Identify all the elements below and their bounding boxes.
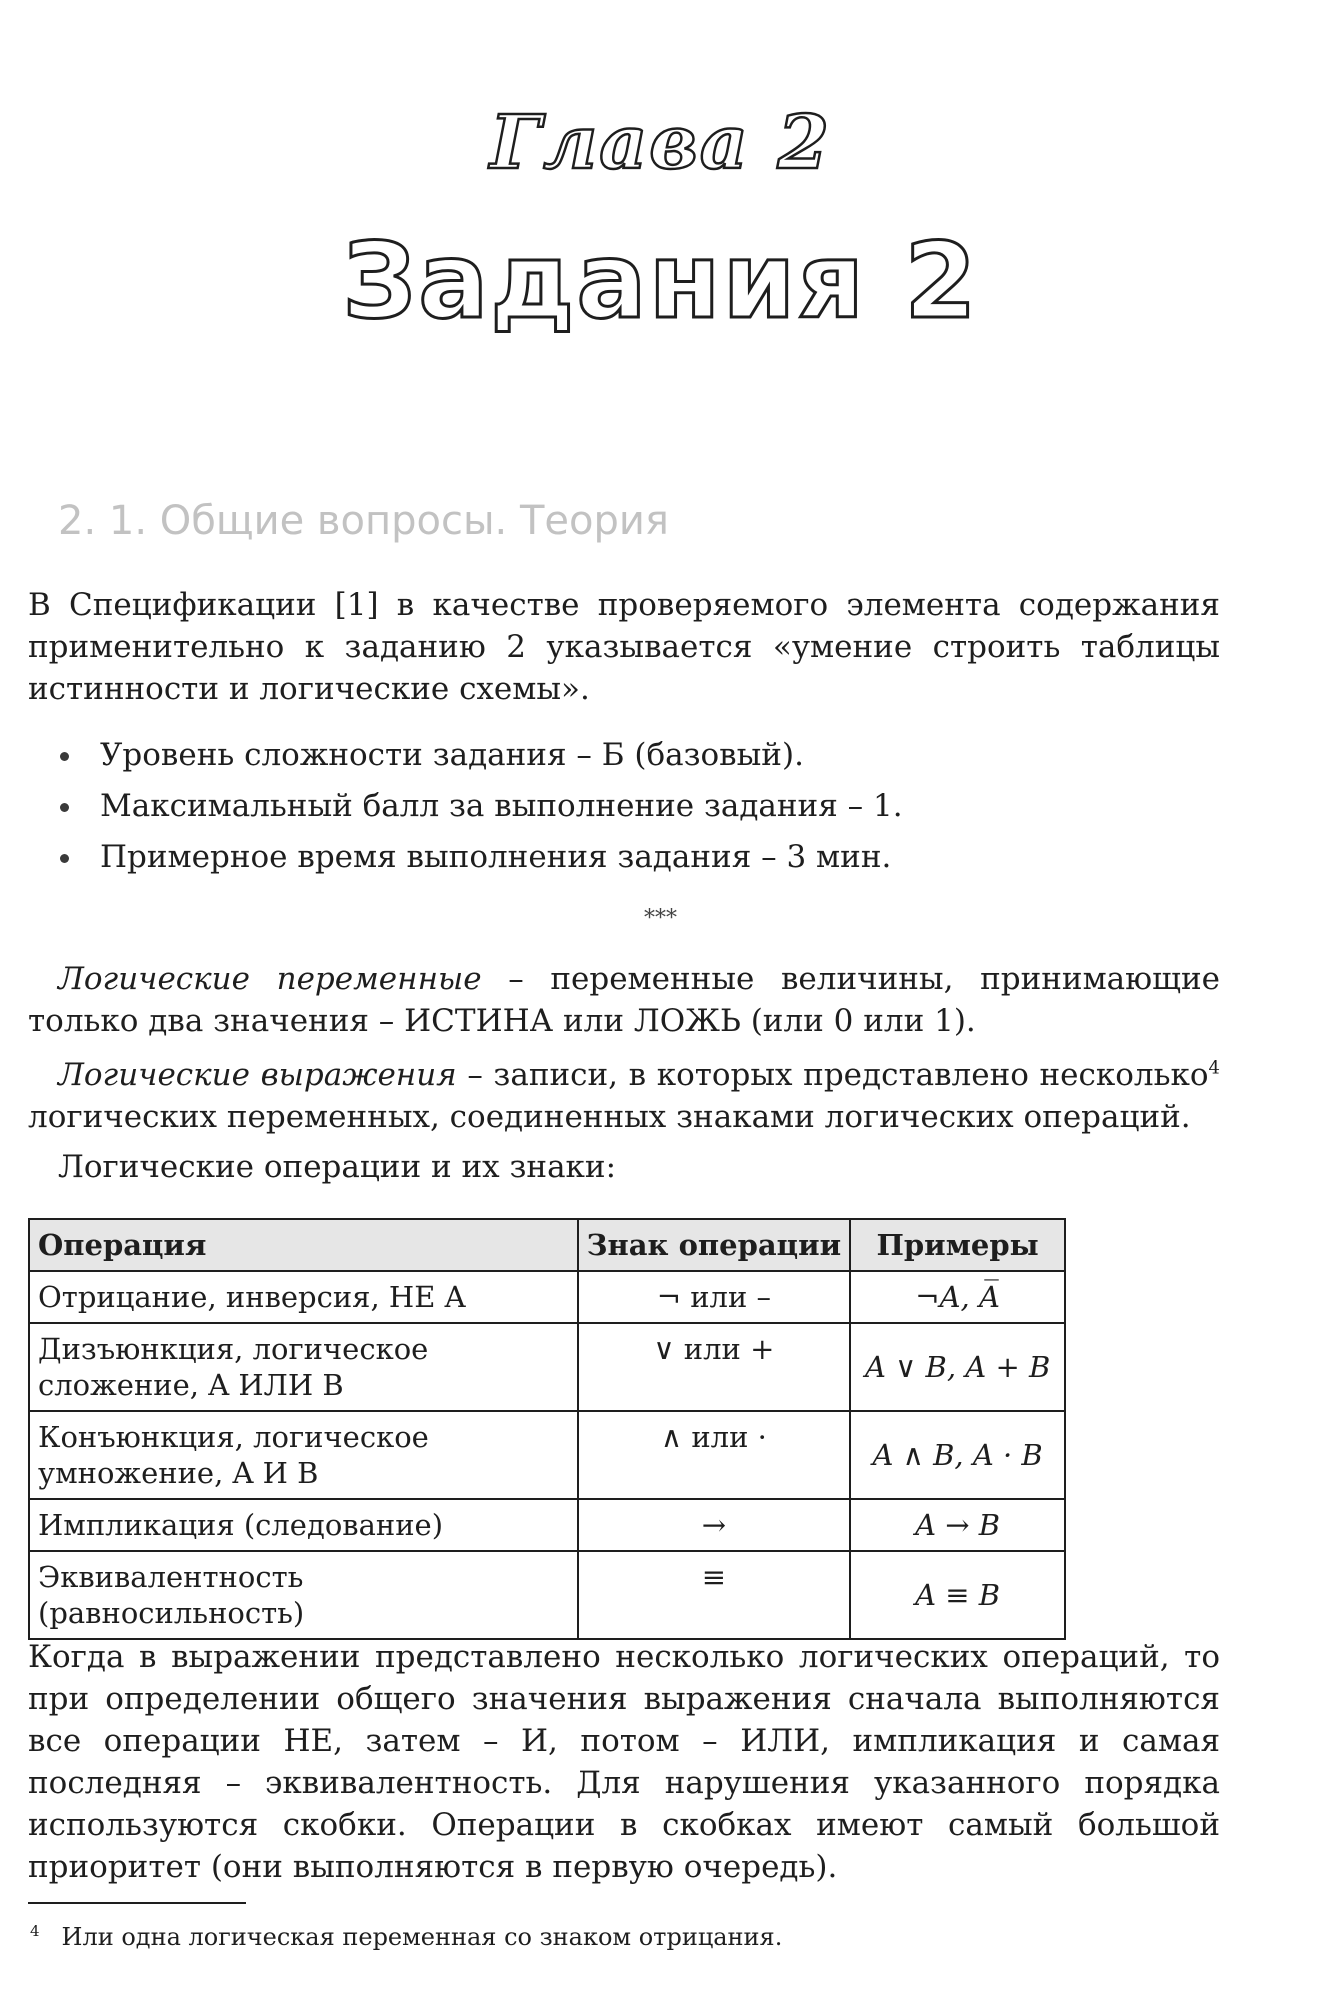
bullet-icon <box>60 752 69 761</box>
list-item: Максимальный балл за выполнение задания – 1. <box>54 785 903 836</box>
operation-cell: Эквивалентность (равносильность) <box>29 1551 578 1639</box>
example-cell: A ≡ B <box>850 1551 1065 1639</box>
table-row <box>29 1551 1065 1639</box>
operation-cell: Отрицание, инверсия, НЕ A <box>29 1271 578 1323</box>
list-item: Уровень сложности задания – Б (базовый). <box>54 734 903 785</box>
table-row <box>29 1271 1065 1323</box>
bullet-icon <box>60 803 69 812</box>
footnote-ref[interactable]: 4 <box>1208 1057 1220 1079</box>
footnote <box>30 1922 782 1951</box>
sign-cell: ∧ или · <box>578 1411 851 1499</box>
intro-paragraph: В Спецификации [1] в качестве проверяемого элемента содержания применительно к заданию 2 указывается «умение строить таблицы истинности и логические схемы». <box>28 587 1220 707</box>
footnote-mark: 4 <box>30 1922 40 1940</box>
operations-table <box>28 1218 1066 1640</box>
sign-cell: ≡ <box>578 1551 851 1639</box>
precedence-paragraph: Когда в выражении представлено несколько логических операций, то при определении общего значения выражения сначала выполняются все операции НЕ, затем – И, потом – ИЛИ, импликация и самая последняя – эквивалентность. Для нарушения указанного порядка используются скобки. Операции в скобках имеют самый большой приоритет (они выполняются в первую очередь). <box>28 1639 1220 1885</box>
example-cell: A ∧ B, A · B <box>850 1411 1065 1499</box>
footnote-text: Или одна логическая переменная со знаком отрицания. <box>61 1923 783 1951</box>
chapter-label: Глава 2 <box>489 100 831 186</box>
operation-cell: Импликация (следование) <box>29 1499 578 1551</box>
header-operation: Операция <box>29 1219 578 1271</box>
chapter-title: Задания 2 <box>342 220 979 342</box>
section-heading: 2. 1. Общие вопросы. Теория <box>58 498 669 544</box>
task-info-list <box>54 734 903 887</box>
definition-expressions: Логические выражения – записи, в которых представлено несколько$^4$ логических переменных, соединенных знаками логических операций. <box>28 1057 1220 1135</box>
footnote-divider <box>28 1902 246 1904</box>
table-header-row <box>29 1219 1065 1271</box>
example-cell: ¬A, A̅ <box>850 1271 1065 1323</box>
operation-cell: Конъюнкция, логическое умножение, A И B <box>29 1411 578 1499</box>
table-row <box>29 1411 1065 1499</box>
definition-variables: Логические переменные – переменные величины, принимающие только два значения – ИСТИНА или ЛОЖЬ (или 0 или 1). <box>28 961 1220 1039</box>
bullet-icon <box>60 854 69 863</box>
sign-cell: ∨ или + <box>578 1323 851 1411</box>
example-cell: A ∨ B, A + B <box>850 1323 1065 1411</box>
example-cell: A → B <box>850 1499 1065 1551</box>
sign-cell: ¬ или – <box>578 1271 851 1323</box>
operation-cell: Дизъюнкция, логическое сложение, A ИЛИ B <box>29 1323 578 1411</box>
table-row <box>29 1499 1065 1551</box>
header-examples: Примеры <box>850 1219 1065 1271</box>
separator: *** <box>644 906 677 931</box>
header-sign: Знак операции <box>578 1219 851 1271</box>
operations-intro: Логические операции и их знаки: <box>58 1149 617 1185</box>
term-expressions: Логические выражения <box>58 1057 457 1093</box>
list-item: Примерное время выполнения задания – 3 мин. <box>54 836 903 887</box>
term-variables: Логические переменные <box>58 961 482 997</box>
table-row <box>29 1323 1065 1411</box>
sign-cell: → <box>578 1499 851 1551</box>
